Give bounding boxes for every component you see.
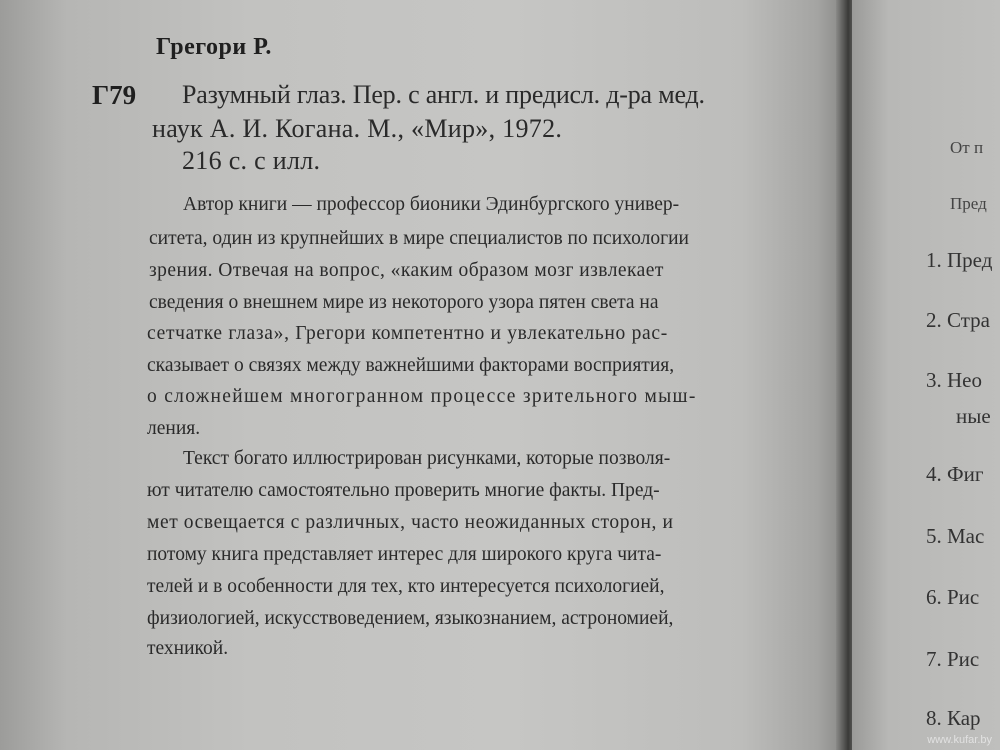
paragraph-line: техникой. bbox=[147, 638, 229, 659]
paragraph-line: о сложнейшем многогранном процессе зрительного мыш- bbox=[147, 386, 697, 407]
toc-item: 7. Рис bbox=[926, 647, 980, 671]
paragraph-line: Автор книги — профессор бионики Эдинбургского универ- bbox=[183, 194, 680, 215]
paragraph-line: Текст богато иллюстрирован рисунками, которые позволя- bbox=[183, 448, 671, 469]
toc-item: 3. Нео bbox=[926, 368, 982, 392]
paragraph-line: потому книга представляет интерес для широкого круга чита- bbox=[147, 544, 662, 565]
paragraph-line: ют читателю самостоятельно проверить многие факты. Пред- bbox=[147, 480, 660, 501]
toc-item: 8. Кар bbox=[926, 706, 981, 730]
paragraph-line: сказывает о связях между важнейшими факторами восприятия, bbox=[147, 355, 675, 376]
paragraph-line: телей и в особенности для тех, кто интересуется психологией, bbox=[147, 576, 665, 597]
paragraph-line: ления. bbox=[147, 418, 201, 439]
toc-item: 5. Мас bbox=[926, 524, 985, 548]
title-line: 216 с. с илл. bbox=[182, 146, 321, 175]
right-book-page bbox=[852, 0, 1000, 750]
paragraph-line: зрения. Отвечая на вопрос, «каким образом мозг извлекает bbox=[149, 260, 664, 281]
toc-header-line: От п bbox=[950, 138, 984, 157]
toc-header-line: Пред bbox=[950, 194, 987, 213]
paragraph-line: ситета, один из крупнейших в мире специалистов по психологии bbox=[149, 228, 689, 249]
watermark-text: www.kufar.by bbox=[927, 734, 992, 746]
toc-item: 1. Пред bbox=[926, 248, 993, 272]
paragraph-line: сетчатке глаза», Грегори компетентно и увлекательно рас- bbox=[147, 323, 668, 344]
author-name: Грегори Р. bbox=[156, 34, 272, 60]
title-line: наук А. И. Когана. М., «Мир», 1972. bbox=[152, 114, 563, 143]
toc-item: 2. Стра bbox=[926, 308, 990, 332]
toc-item: 6. Рис bbox=[926, 585, 980, 609]
toc-item: ные bbox=[956, 404, 991, 428]
catalog-code: Г79 bbox=[92, 80, 137, 110]
paragraph-line: физиологией, искусствоведением, языкознанием, астрономией, bbox=[147, 608, 674, 629]
paragraph-line: сведения о внешнем мире из некоторого узора пятен света на bbox=[149, 292, 659, 313]
toc-item: 4. Фиг bbox=[926, 462, 984, 486]
paragraph-line: мет освещается с различных, часто неожиданных сторон, и bbox=[147, 512, 674, 533]
title-line: Разумный глаз. Пер. с англ. и предисл. д-ра мед. bbox=[182, 80, 705, 109]
